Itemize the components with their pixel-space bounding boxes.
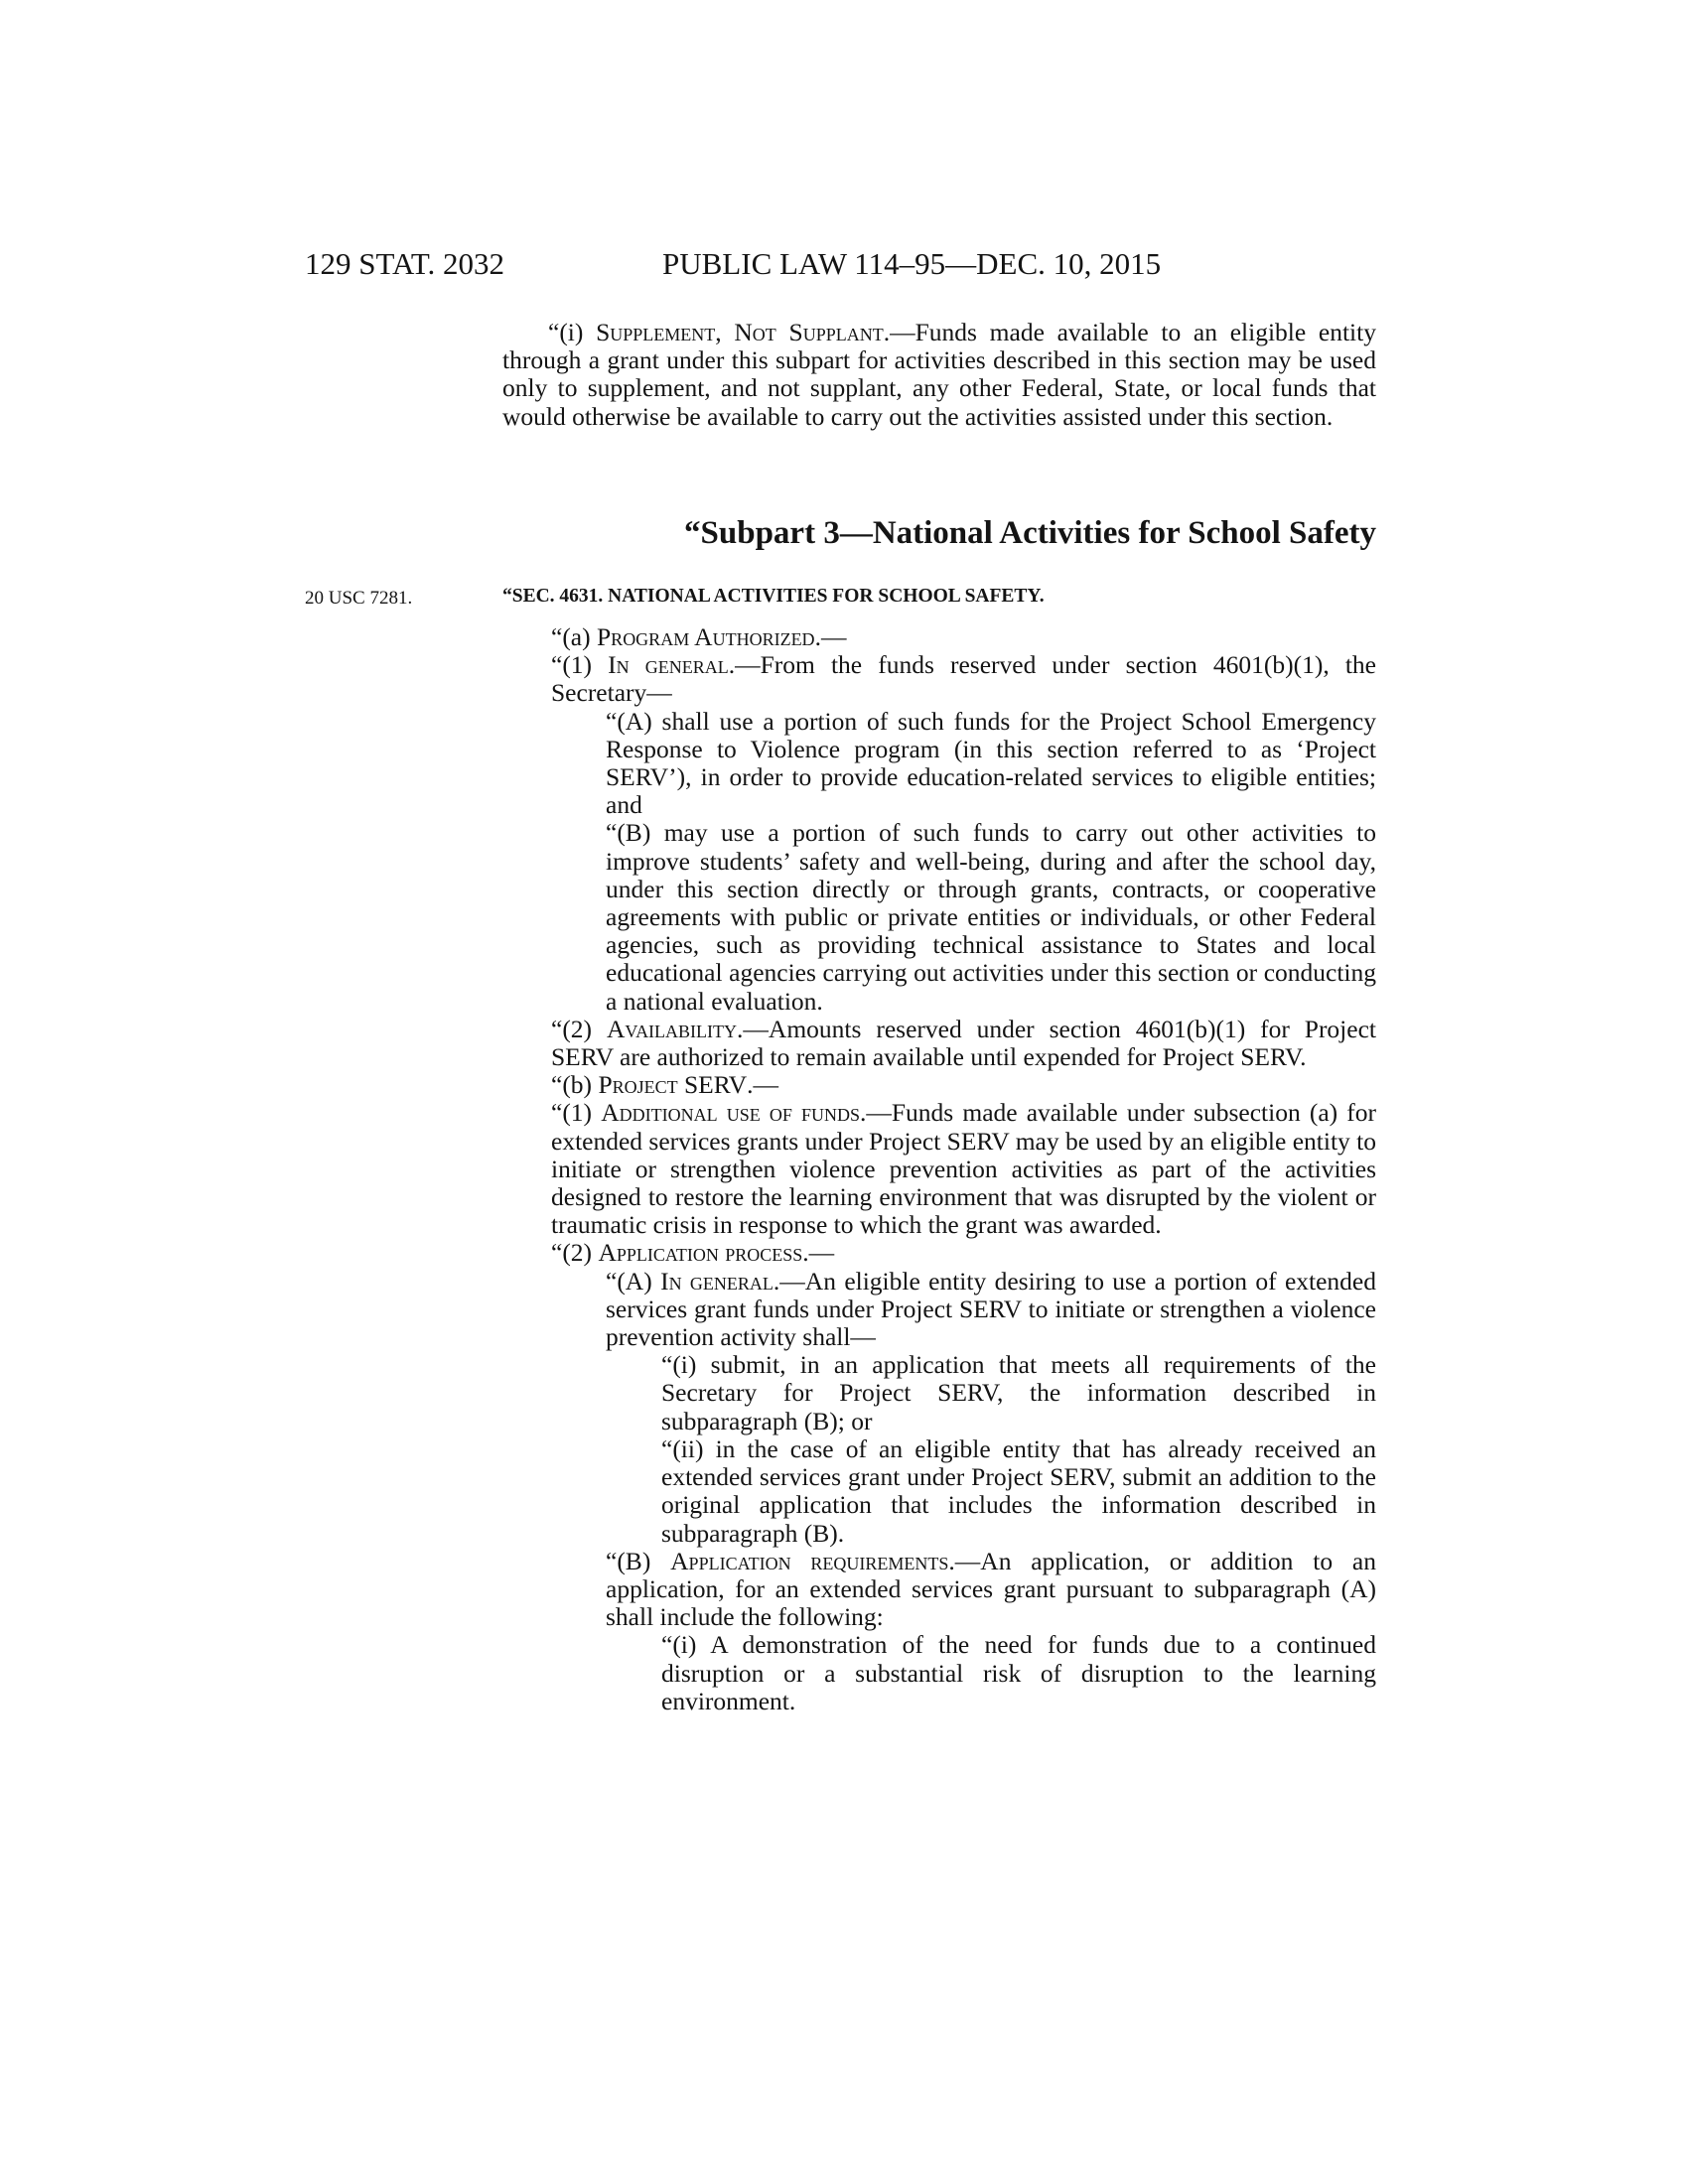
paragraph-heading: Supplement, Not Supplant bbox=[596, 318, 884, 346]
paragraph-a1-A: “(A) shall use a portion of such funds for the Project School Emergency Response to Violence program (in this section referred to as ‘Project SERV’), in order to provide education-related services to eligible entities; and bbox=[606, 706, 1376, 820]
paragraph-heading: In general bbox=[660, 1266, 774, 1296]
paragraph-supplement-not-supplant: “(i) Supplement, Not Supplant.—Funds made available to an eligible entity through a grant under this subpart for activities described in this section may be used only to supplement, and not supplant, any other Federal, State, or local funds that would otherwise be available to carry out the activities assisted under this section. bbox=[502, 318, 1376, 431]
paragraph-heading: In general bbox=[608, 650, 729, 680]
paragraph-b2-A-ii: “(ii) in the case of an eligible entity that has already received an extended services grant under Project SERV, submit an addition to the original application that includes the information described in subparagraph (B). bbox=[661, 1433, 1376, 1548]
paragraph-b2-A-i: “(i) submit, in an application that meets all requirements of the Secretary for Project SERV, the information described in subparagraph (B); or bbox=[661, 1350, 1376, 1435]
statute-page-reference: 129 STAT. 2032 bbox=[305, 246, 505, 281]
paragraph-a2-availability: “(2) Availability.—Amounts reserved under section 4601(b)(1) for Project SERV are authorized to remain available until expended for Project SERV. bbox=[551, 1014, 1376, 1072]
law-title-running-head: PUBLIC LAW 114–95—DEC. 10, 2015 bbox=[662, 246, 1162, 281]
paragraph-heading: Additional use of funds bbox=[601, 1098, 860, 1128]
section-heading: “SEC. 4631. NATIONAL ACTIVITIES FOR SCHOOL SAFETY. bbox=[502, 586, 1045, 607]
paragraph-b2-B-application-requirements: “(B) Application requirements.—An application, or addition to an application, for an extended services grant pursuant to subparagraph (A) shall include the following: bbox=[606, 1546, 1376, 1632]
paragraph-b2-application-process: “(2) Application process.— bbox=[551, 1238, 835, 1268]
page-header bbox=[0, 246, 1688, 290]
paragraph-a1-B: “(B) may use a portion of such funds to carry out other activities to improve students’ safety and well-being, during and after the school day, under this section directly or through grants, contracts, or cooperative agreements with public or private entities or individuals, or other Federal agencies, such as providing technical assistance to States and local educational agencies carrying out activities under this section or conducting a national evaluation. bbox=[606, 818, 1376, 1016]
paragraph-b2-A-in-general: “(A) In general.—An eligible entity desiring to use a portion of extended services grant funds under Project SERV to initiate or strengthen a violence prevention activity shall— bbox=[606, 1266, 1376, 1352]
paragraph-heading: Project SERV bbox=[598, 1070, 748, 1100]
subpart-heading: “Subpart 3—National Activities for School Safety bbox=[684, 515, 1376, 551]
paragraph-b2-B-i: “(i) A demonstration of the need for funds due to a continued disruption or a substantial risk of disruption to the learning environment. bbox=[661, 1630, 1376, 1715]
paragraph-a-program-authorized: “(a) Program Authorized.— bbox=[551, 622, 847, 651]
section-body bbox=[502, 623, 1376, 1715]
paragraph-a1-in-general: “(1) In general.—From the funds reserved under section 4601(b)(1), the Secretary— bbox=[551, 650, 1376, 708]
paragraph-heading: Program Authorized bbox=[597, 622, 815, 651]
paragraph-heading: Application requirements bbox=[670, 1546, 949, 1575]
paragraph-b-project-serv: “(b) Project SERV.— bbox=[551, 1070, 779, 1100]
paragraph-heading: Availability bbox=[606, 1014, 738, 1043]
paragraph-b1-additional-use: “(1) Additional use of funds.—Funds made available under subsection (a) for extended services grants under Project SERV may be used by an eligible entity to initiate or strengthen violence prevention activities as part of the activities designed to restore the learning environment that was disrupted by the violent or traumatic crisis in response to which the grant was awarded. bbox=[551, 1098, 1376, 1240]
paragraph-heading: Application process bbox=[598, 1238, 803, 1268]
usc-margin-note: 20 USC 7281. bbox=[305, 588, 413, 609]
intro-paragraph-block bbox=[502, 319, 1376, 431]
